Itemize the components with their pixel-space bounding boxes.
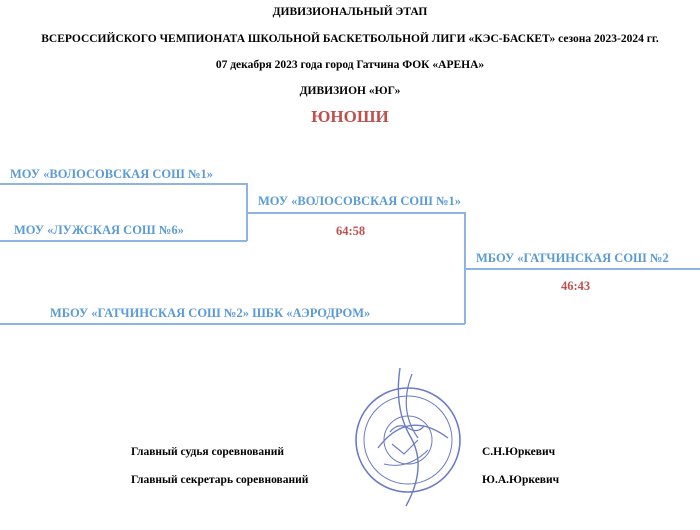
gender-category: ЮНОШИ [311,107,389,126]
bracket-team-semifinal-opponent: МБОУ «ГАТЧИНСКАЯ СОШ №2» ШБК «АЭРОДРОМ» [50,306,371,320]
bracket-line [247,212,465,214]
bracket-line [0,240,247,242]
bracket-line [465,268,700,270]
secretary-role: Главный секретарь соревнований [131,474,309,486]
bracket-team-final-winner: МБОУ «ГАТЧИНСКАЯ СОШ №2 [476,251,669,265]
semifinal-score: 64:58 [336,224,366,238]
division-title: ДИВИЗИОН «ЮГ» [299,85,401,97]
bracket-team-round1-b: МОУ «ЛУЖСКАЯ СОШ №6» [14,223,184,237]
judge-role: Главный судья соревнований [131,446,285,458]
bracket-line [0,323,465,325]
date-location: 07 декабря 2023 года город Гатчина ФОК «АРЕНА» [215,59,485,71]
secretary-name: Ю.А.Юркевич [482,474,560,486]
bracket-team-round1-a: МОУ «ВОЛОСОВСКАЯ СОШ №1» [10,167,214,181]
bracket-team-semifinal-winner: МОУ «ВОЛОСОВСКАЯ СОШ №1» [258,194,462,208]
official-stamp-icon [338,368,478,508]
bracket-line [0,183,247,185]
judge-name: С.Н.Юркевич [482,446,556,458]
final-score: 46:43 [561,279,591,293]
stage-title: ДИВИЗИОНАЛЬНЫЙ ЭТАП [272,6,428,18]
championship-title: ВСЕРОССИЙСКОГО ЧЕМПИОНАТА ШКОЛЬНОЙ БАСКЕТБОЛЬНОЙ ЛИГИ «КЭС-БАСКЕТ» сезона 2023-2024 гг. [41,33,659,45]
